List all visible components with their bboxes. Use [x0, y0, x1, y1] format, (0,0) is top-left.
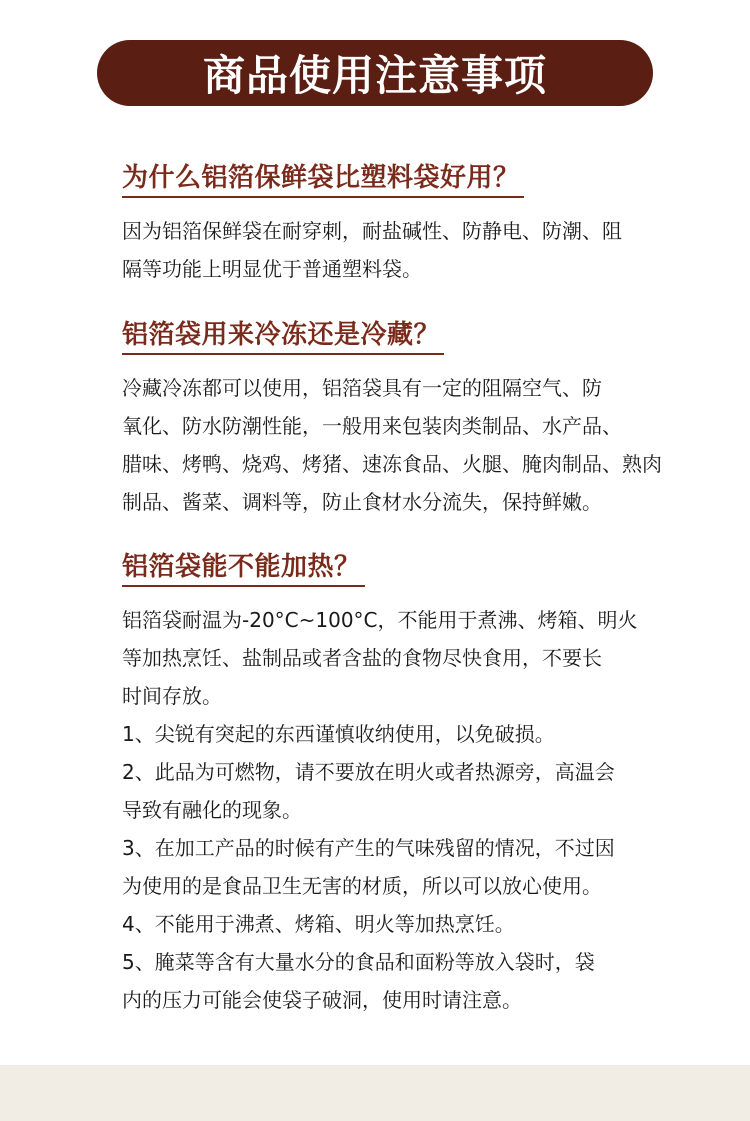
page-title: 商品使用注意事项 [202, 51, 547, 100]
body-line: 腊味、烤鸭、烧鸡、烤猪、速冻食品、火腿、腌肉制品、熟肉 [122, 452, 662, 476]
body-line: 制品、酱菜、调料等，防止食材水分流失，保持鲜嫩。 [122, 490, 602, 514]
body-line: 1、尖锐有突起的东西谨慎收纳使用，以免破损。 [122, 722, 555, 746]
body-line: 时间存放。 [122, 684, 222, 708]
body-line: 3、在加工产品的时候有产生的气味残留的情况，不过因 [122, 836, 615, 860]
section-heading [122, 157, 520, 198]
section-heading-text: 为什么铝箔保鲜袋比塑料袋好用？ [122, 163, 520, 193]
body-line: 因为铝箔保鲜袋在耐穿刺，耐盐碱性、防静电、防潮、阻 [122, 219, 622, 243]
body-line: 等加热烹饪、盐制品或者含盐的食物尽快食用，不要长 [122, 646, 602, 670]
body-line: 为使用的是食品卫生无害的材质，所以可以放心使用。 [122, 874, 602, 898]
title-banner [97, 40, 653, 106]
section-body [122, 369, 682, 521]
section-heading-text: 铝箔袋用来冷冻还是冷藏？ [122, 320, 441, 350]
heading-underline [122, 196, 524, 198]
body-line: 内的压力可能会使袋子破洞，使用时请注意。 [122, 988, 522, 1012]
body-line: 氧化、防水防潮性能，一般用来包装肉类制品、水产品、 [122, 414, 622, 438]
body-line: 导致有融化的现象。 [122, 798, 302, 822]
section-freeze-or-chill [122, 314, 682, 521]
section-heating [122, 546, 682, 1019]
body-line: 5、腌菜等含有大量水分的食品和面粉等放入袋时，袋 [122, 950, 595, 974]
body-line: 铝箔袋耐温为-20°C~100°C，不能用于煮沸、烤箱、明火 [122, 608, 638, 632]
heading-underline [122, 585, 365, 587]
section-body [122, 212, 682, 288]
body-line: 4、不能用于沸煮、烤箱、明火等加热烹饪。 [122, 912, 515, 936]
section-heading [122, 546, 361, 587]
body-line: 2、此品为可燃物，请不要放在明火或者热源旁，高温会 [122, 760, 615, 784]
section-heading-text: 铝箔袋能不能加热？ [122, 552, 361, 582]
heading-underline [122, 353, 444, 355]
section-heading [122, 314, 440, 355]
section-body [122, 601, 682, 1019]
body-line: 隔等功能上明显优于普通塑料袋。 [122, 257, 422, 281]
body-line: 冷藏冷冻都可以使用，铝箔袋具有一定的阻隔空气、防 [122, 376, 602, 400]
footer-band [0, 1065, 750, 1121]
section-plastic-comparison [122, 157, 682, 288]
